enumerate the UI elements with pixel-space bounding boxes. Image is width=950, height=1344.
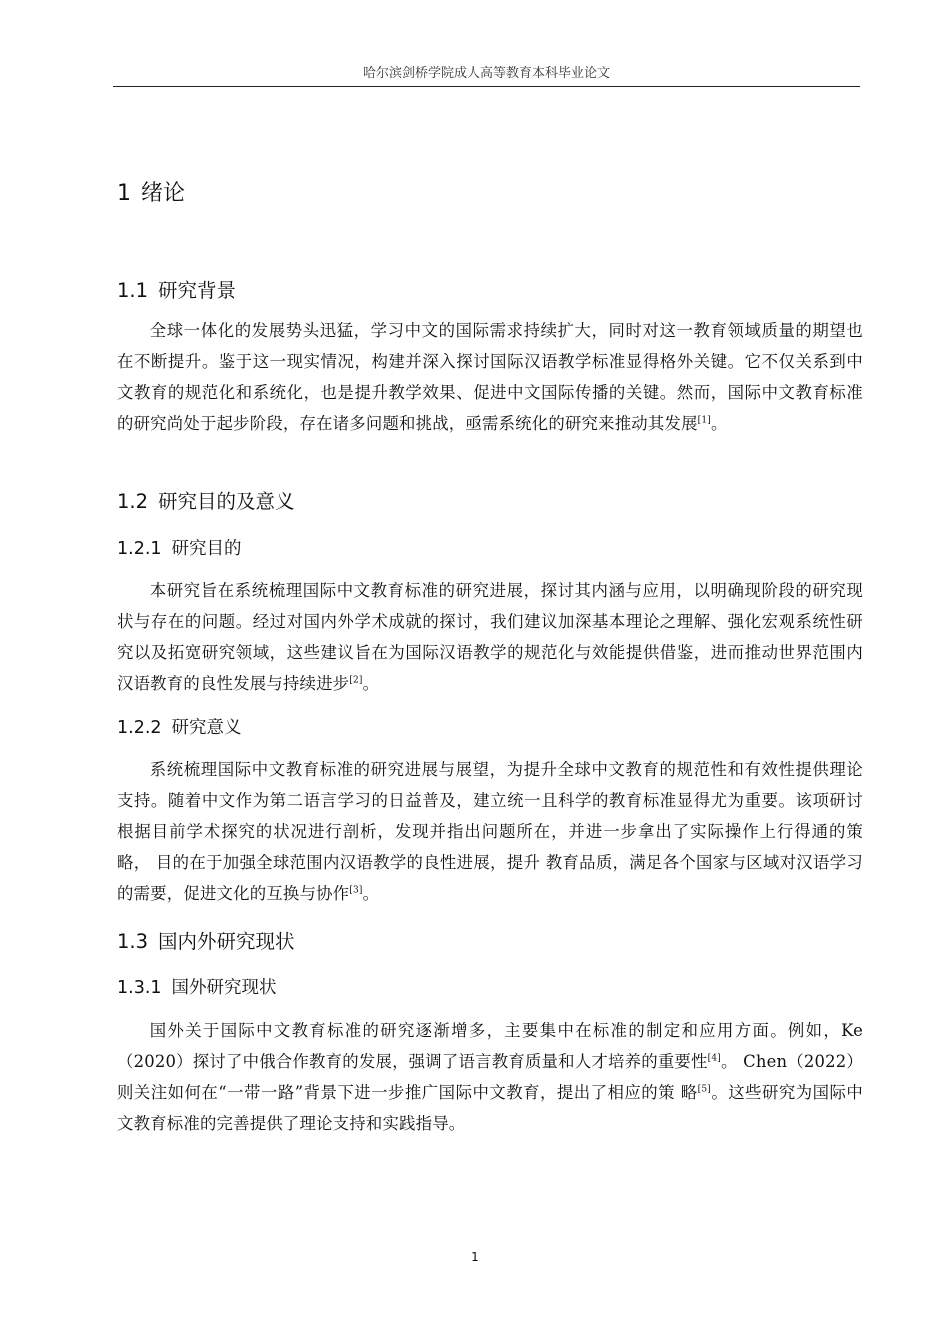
paragraph-foreign	[117, 1015, 863, 1139]
citation-2: [2]	[349, 675, 363, 686]
paragraph-end: 。	[711, 414, 728, 433]
subsection-number: 1.2.1	[117, 539, 162, 559]
page-header	[113, 62, 860, 87]
section-heading-background	[117, 275, 236, 303]
subsection-title: 研究目的	[171, 539, 242, 559]
section-title: 研究背景	[158, 279, 237, 302]
subsection-heading-meaning	[117, 714, 242, 739]
section-title: 国内外研究现状	[158, 930, 295, 953]
section-number: 1.2	[117, 490, 149, 513]
paragraph-end: 。	[362, 674, 380, 693]
subsection-title: 研究意义	[171, 718, 242, 738]
citation-1: [1]	[697, 415, 712, 426]
subsection-number: 1.3.1	[117, 978, 162, 998]
paragraph-meaning	[117, 754, 863, 909]
paragraph-background	[117, 315, 863, 439]
section-heading-status	[117, 926, 295, 954]
citation-4: [4]	[707, 1053, 722, 1064]
paragraph-text: 全球一体化的发展势头迅猛，学习中文的国际需求持续扩大，同时对这一教育领域质量的期望也在不断提升。鉴于这一现实情况，构建并深入探讨国际汉语教学标准显得格外关键。它不仅关系到中文教育的规范化和系统化，也是提升教学效果、促进中文国际传播的关键。然而，国际中文教育标准的研究尚处于起步阶段，存在诸多问题和挑战，亟需系统化的研究来推动其发展	[117, 321, 863, 433]
paragraph-purpose	[117, 575, 863, 699]
paragraph-text: 本研究旨在系统梳理国际中文教育标准的研究进展，探讨其内涵与应用，以明确现阶段的研究现状与存在的问题。经过对国内外学术成就的探讨，我们建议加深基本理论之理解、强化宏观系统性研究以及拓宽研究领域，这些建议旨在为国际汉语教学的规范化与效能提供借鉴，进而推动世界范围内汉语教育的良性发展与持续进步	[117, 581, 863, 693]
paragraph-end: 。	[362, 884, 380, 903]
paragraph-text-part3: 。这些研究为国际中文教育标准的完善提供了理论支持和实践指导。	[117, 1083, 863, 1133]
paragraph-text-part2: 。 Chen（2022）则关注如何在“一带一路”背景下进一步推广国际中文教育，提出了相应的策 略	[117, 1052, 863, 1102]
page-footer	[0, 1250, 950, 1264]
section-number: 1.3	[117, 930, 149, 953]
section-title: 研究目的及意义	[158, 490, 295, 513]
paragraph-text-part1: 国外关于国际中文教育标准的研究逐渐增多，主要集中在标准的制定和应用方面。例如，Ke（2020）探讨了中俄合作教育的发展，强调了语言教育质量和人才培养的重要性	[117, 1021, 863, 1071]
citation-5: [5]	[697, 1084, 712, 1095]
subsection-number: 1.2.2	[117, 718, 162, 738]
chapter-heading	[117, 176, 185, 207]
subsection-title: 国外研究现状	[171, 978, 277, 998]
chapter-number: 1	[117, 181, 131, 206]
section-number: 1.1	[117, 279, 149, 302]
page-number: 1	[471, 1250, 479, 1264]
section-heading-purpose-meaning	[117, 486, 295, 514]
paragraph-text: 系统梳理国际中文教育标准的研究进展与展望，为提升全球中文教育的规范性和有效性提供理论支持。随着中文作为第二语言学习的日益普及，建立统一且科学的教育标准显得尤为重要。该项研讨根据目前学术探究的状况进行剖析，发现并指出问题所在，并进一步拿出了实际操作上行得通的策略， 目的在于加强全球范围内汉语教学的良性进展，提升 教育品质，满足各个国家与区域对汉语学习的需要，促进文化的互换与协作	[117, 760, 863, 903]
chapter-title: 绪论	[141, 181, 186, 206]
subsection-heading-purpose	[117, 535, 242, 560]
header-title: 哈尔滨剑桥学院成人高等教育本科毕业论文	[362, 66, 610, 81]
subsection-heading-foreign	[117, 974, 277, 999]
citation-3: [3]	[349, 885, 363, 896]
